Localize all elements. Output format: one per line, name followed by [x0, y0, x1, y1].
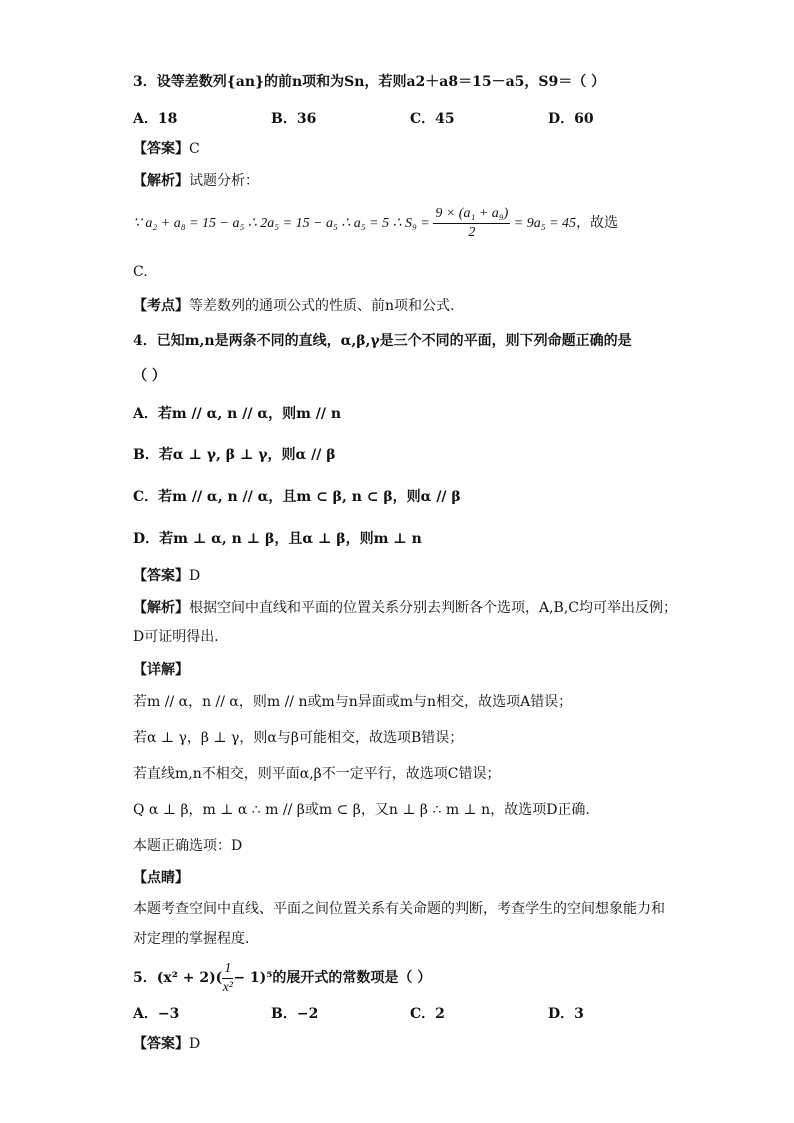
q5-stem — [133, 958, 431, 998]
answer-tag: 【答案】 — [133, 568, 189, 584]
q4-detail-1: 若m // α，n // α，则m // n或m与n异面或m与n相交，故选项A错误； — [133, 694, 573, 710]
q5-option-b: B．−2 — [271, 1006, 319, 1022]
answer-value: C — [189, 141, 200, 157]
formula-right: = 9a₅ = 45 — [513, 216, 577, 231]
q3-analysis — [133, 171, 259, 191]
q3-option-c: C．45 — [410, 111, 455, 127]
kaodian-tag: 【考点】 — [133, 298, 189, 314]
q5-fraction — [222, 960, 233, 997]
q4-detail-tag: 【详解】 — [133, 662, 189, 678]
q3-option-b: B．36 — [271, 111, 317, 127]
q5-stem-pre: 5．(x² + 2)( — [133, 970, 223, 986]
q3-formula-cont: C. — [133, 264, 148, 280]
q4-detail-3: 若直线m,n不相交，则平面α,β不一定平行，故选项C错误； — [133, 766, 501, 782]
formula-fraction — [433, 205, 510, 242]
q4-detail-4: Q α ⊥ β，m ⊥ α ∴ m // β或m ⊂ β，又n ⊥ β ∴ m ⊥ n，故选项D正确. — [133, 802, 590, 818]
q4-dianjing-1: 本题考查空间中直线、平面之间位置关系有关命题的判断，考查学生的空间想象能力和 — [133, 901, 665, 917]
q5-option-d: D．3 — [548, 1006, 584, 1022]
q5-stem-post: − 1)⁵的展开式的常数项是（ ） — [233, 970, 432, 986]
q4-dianjing-tag: 【点睛】 — [133, 870, 189, 886]
answer-value: D — [189, 1036, 201, 1052]
q3-stem: 3．设等差数列{an}的前n项和为Sn，若则a2＋a8＝15－a5，S9＝（ ） — [133, 74, 606, 90]
q4-option-a: A．若m // α, n // α，则m // n — [133, 406, 342, 422]
q4-stem: 4．已知m,n是两条不同的直线，α,β,γ是三个不同的平面，则下列命题正确的是 — [133, 333, 632, 349]
formula-end: ，故选 — [576, 216, 619, 231]
fraction-numerator: 9 × (a₁ + a₉) — [433, 205, 510, 224]
q4-option-b: B．若α ⊥ γ, β ⊥ γ，则α // β — [133, 447, 336, 463]
analysis-text: 试题分析： — [189, 173, 259, 189]
answer-value: D — [189, 568, 201, 584]
q4-dianjing-2: 对定理的掌握程度. — [133, 931, 250, 947]
analysis-tag: 【解析】 — [133, 173, 189, 189]
q4-answer — [133, 566, 200, 586]
kaodian-text: 等差数列的通项公式的性质、前n项和公式. — [189, 298, 455, 314]
q4-stem-paren: （ ） — [133, 368, 166, 384]
formula-left: ∵ a₂ + a₈ = 15 − a₅ ∴ 2a₅ = 15 − a₅ ∴ a₅ = 5 ∴ S₉ = — [133, 216, 430, 231]
q5-answer — [133, 1034, 200, 1054]
answer-tag: 【答案】 — [133, 1036, 189, 1052]
q3-answer — [133, 139, 200, 159]
q4-analysis-cont: D可证明得出. — [133, 629, 219, 645]
answer-tag: 【答案】 — [133, 141, 189, 157]
q4-conclusion: 本题正确选项：D — [133, 838, 243, 854]
q3-formula — [133, 204, 618, 244]
q5-fraction-denominator: x² — [222, 979, 234, 995]
q4-detail-2: 若α ⊥ γ，β ⊥ γ，则α与β可能相交，故选项B错误； — [133, 730, 464, 746]
q4-option-d: D．若m ⊥ α, n ⊥ β，且α ⊥ β，则m ⊥ n — [133, 531, 422, 547]
q3-option-a: A．18 — [133, 111, 178, 127]
analysis-tag: 【解析】 — [133, 600, 189, 616]
q3-option-d: D．60 — [548, 111, 594, 127]
q5-option-c: C．2 — [410, 1006, 445, 1022]
fraction-denominator: 2 — [468, 225, 476, 241]
q5-option-a: A．−3 — [133, 1006, 180, 1022]
analysis-text: 根据空间中直线和平面的位置关系分别去判断各个选项，A,B,C均可举出反例； — [189, 600, 678, 616]
q3-kaodian — [133, 296, 454, 316]
q5-fraction-numerator: 1 — [222, 960, 233, 979]
q4-option-c: C．若m // α, n // α，且m ⊂ β, n ⊂ β，则α // β — [133, 489, 461, 505]
q4-analysis — [133, 598, 677, 618]
